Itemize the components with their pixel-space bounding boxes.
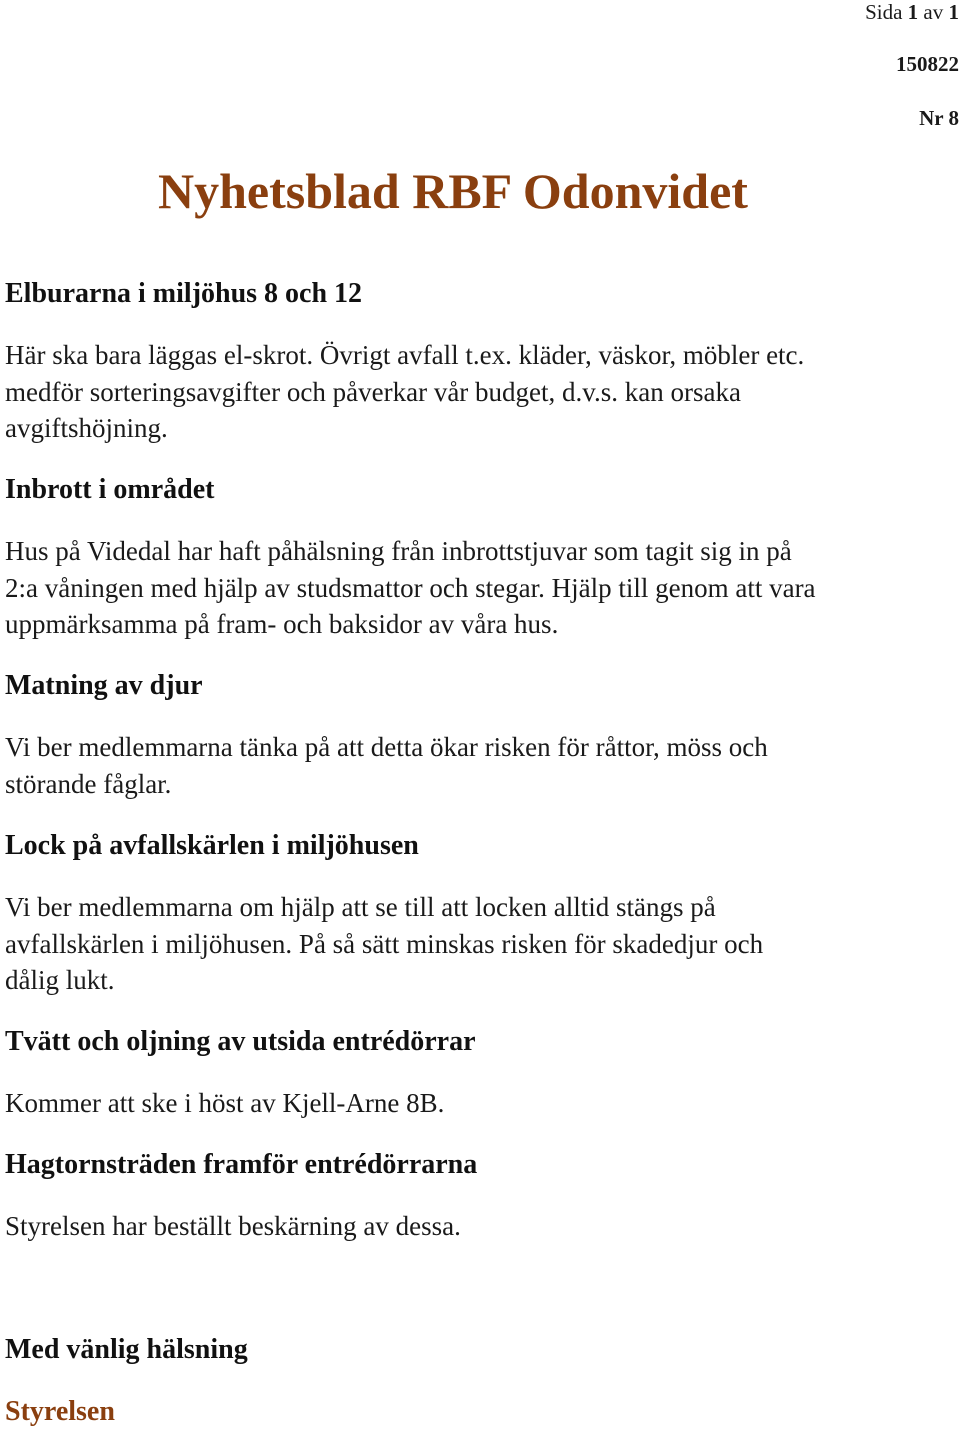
section-body-lock xyxy=(5,889,955,999)
body-line: dålig lukt. xyxy=(5,965,115,995)
body-line: Kommer att ske i höst av Kjell-Arne 8B. xyxy=(5,1088,445,1118)
body-line: Hus på Videdal har haft påhälsning från inbrottstjuvar som tagit sig in på xyxy=(5,536,792,566)
page-of: av xyxy=(923,0,944,24)
section-body-matning xyxy=(5,729,955,802)
issue-number: Nr 8 xyxy=(919,106,959,130)
closing-signature: Styrelsen xyxy=(5,1396,115,1427)
body-line: 2:a våningen med hjälp av studsmattor och stegar. Hjälp till genom att vara xyxy=(5,572,816,603)
page-number: 1 xyxy=(907,0,919,24)
section-heading-inbrott: Inbrott i området xyxy=(5,474,215,505)
section-heading-lock: Lock på avfallskärlen i miljöhusen xyxy=(5,830,419,861)
body-line: avgiftshöjning. xyxy=(5,413,168,443)
body-line: Här ska bara läggas el-skrot. Övrigt avfall t.ex. kläder, väskor, möbler etc. xyxy=(5,340,805,370)
body-line: uppmärksamma på fram- och baksidor av våra hus. xyxy=(5,609,559,639)
closing-greeting: Med vänlig hälsning xyxy=(5,1334,248,1365)
section-heading-elburarna: Elburarna i miljöhus 8 och 12 xyxy=(5,278,363,309)
section-heading-hagtorn: Hagtornsträden framför entrédörrarna xyxy=(5,1149,478,1180)
page-prefix: Sida xyxy=(865,0,903,24)
page-total: 1 xyxy=(948,0,959,24)
body-line: medför sorteringsavgifter och påverkar vår budget, d.v.s. kan orsaka xyxy=(5,376,741,407)
body-line: avfallskärlen i miljöhusen. På så sätt minskas risken för skadedjur och xyxy=(5,928,764,959)
section-body-elburarna xyxy=(5,337,955,447)
section-heading-tvatt: Tvätt och oljning av utsida entrédörrar xyxy=(5,1026,476,1057)
page-indicator xyxy=(865,0,959,25)
body-line: Vi ber medlemmarna om hjälp att se till att locken alltid stängs på xyxy=(5,892,716,922)
body-line: Styrelsen har beställt beskärning av dessa. xyxy=(5,1211,461,1241)
issue-date: 150822 xyxy=(896,52,959,76)
body-line: störande fåglar. xyxy=(5,768,172,799)
page-title: Nyhetsblad RBF Odonvidet xyxy=(158,163,748,219)
section-body-tvatt xyxy=(5,1085,955,1122)
section-heading-matning: Matning av djur xyxy=(5,670,203,701)
section-body-inbrott xyxy=(5,533,955,643)
body-line: Vi ber medlemmarna tänka på att detta ökar risken för råttor, möss och xyxy=(5,732,768,762)
section-body-hagtorn xyxy=(5,1208,955,1245)
